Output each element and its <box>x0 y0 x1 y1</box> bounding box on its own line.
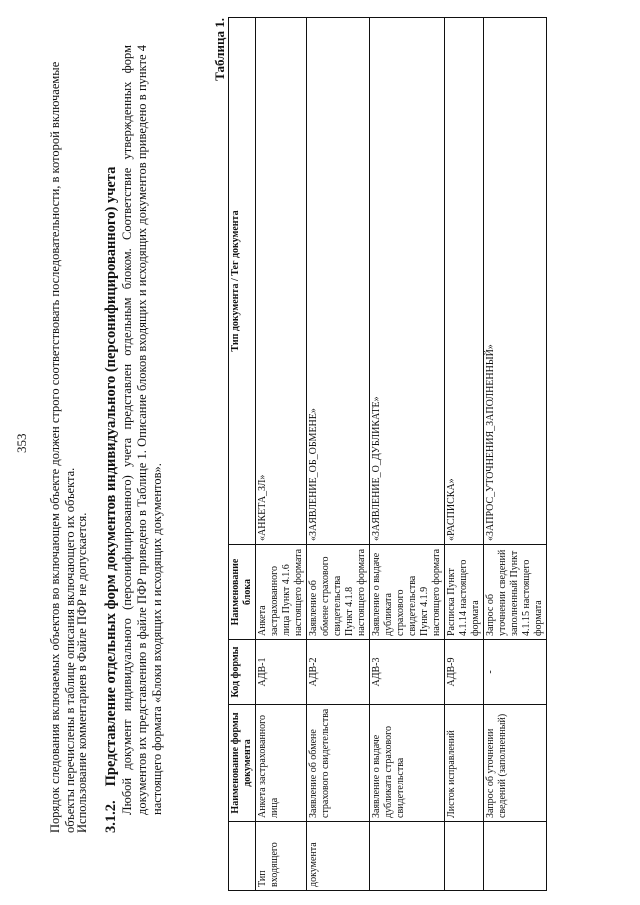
document-forms-table <box>228 17 547 891</box>
form-code-cell: АДВ-9 <box>445 640 484 705</box>
block-name-cell: Запрос об уточнении сведений заполненный Пункт 4.1.15 настоящего формата <box>484 545 547 640</box>
block-name-cell: Анкета застрахованного лица Пункт 4.1.6 настоящего формата <box>256 545 307 640</box>
side-label: документа <box>307 822 370 891</box>
header-cell: Наименование блока <box>229 545 256 640</box>
table-caption: Таблица 1. <box>212 18 227 81</box>
table-row <box>484 18 547 891</box>
form-code-cell: АДВ-2 <box>307 640 370 705</box>
table-row <box>256 18 307 891</box>
block-name-cell: Заявление о выдаче дубликата страхового свидетельства Пункт 4.1.9 настоящего формата <box>370 545 445 640</box>
form-code-cell: - <box>484 640 547 705</box>
paragraph-order: Порядок следования включаемых объектов во включающем объекте должен строго соответствовать последовательности, в которой включаемые объекты перечислены в таблице описания включающего их объекта. <box>48 61 77 833</box>
form-name-cell: Запрос об уточнении сведений (заполненный) <box>484 705 547 822</box>
table-row <box>307 18 370 891</box>
page-number: 353 <box>14 433 29 453</box>
paragraph-comments: Использование комментариев в Файле ПФР не допускается. <box>75 512 89 833</box>
form-code-cell: АДВ-1 <box>256 640 307 705</box>
table-header-row <box>229 18 256 891</box>
block-name-cell: Заявление об обмене страхового свидетельства Пункт 4.1.8 настоящего формата <box>307 545 370 640</box>
section-heading <box>102 53 120 833</box>
section-number: 3.1.2. <box>103 800 119 833</box>
form-name-cell: Заявление об обмене страхового свидетельства <box>307 705 370 822</box>
table-row <box>370 18 445 891</box>
tag-cell: «ЗАПРОС_УТОЧНЕНИЯ_ЗАПОЛНЕННЫЙ» <box>484 18 547 545</box>
header-cell: Наименование формы документа <box>229 705 256 822</box>
header-cell: Тип документа / Тег документа <box>229 18 256 545</box>
tag-cell: «ЗАЯВЛЕНИЕ_ОБ_ОБМЕНЕ» <box>307 18 370 545</box>
table-row <box>445 18 484 891</box>
section-title: Представление отдельных форм документов индивидуального (персонифицированного) учета <box>103 166 119 787</box>
form-code-cell: АДВ-3 <box>370 640 445 705</box>
tag-cell: «ЗАЯВЛЕНИЕ_О_ДУБЛИКАТЕ» <box>370 18 445 545</box>
form-name-cell: Анкета застрахованного лица <box>256 705 307 822</box>
block-name-cell: Расписка Пункт 4.1.14 настоящего формата <box>445 545 484 640</box>
header-cell <box>229 822 256 891</box>
tag-cell: «РАСПИСКА» <box>445 18 484 545</box>
side-label: Тип входящего <box>256 822 307 891</box>
header-cell: Код формы <box>229 640 256 705</box>
section-body: Любой документ индивидуального (персонифицированного) учета представлен отдельным блоком. Соответствие утвержденных форм документов их представлению в файле ПФР приведено в Таблице 1. Описание блоков входящих и исходящих документов приведено в пункте 4 настоящего формата «Блоки входящих и исходящих документов». <box>120 45 164 815</box>
form-name-cell: Заявление о выдаче дубликата страхового свидетельства <box>370 705 445 822</box>
form-name-cell: Листок исправлений <box>445 705 484 822</box>
tag-cell: «АНКЕТА_ЗЛ» <box>256 18 307 545</box>
